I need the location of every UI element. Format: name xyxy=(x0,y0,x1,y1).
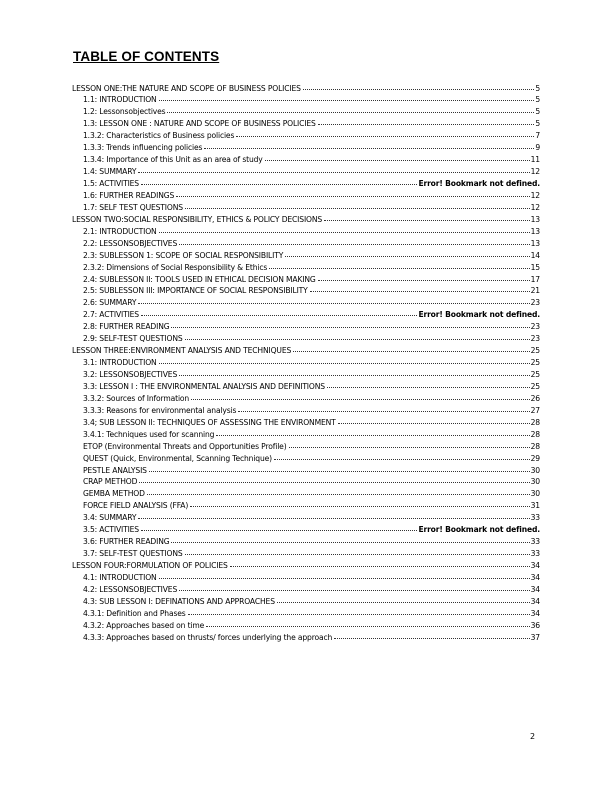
toc-entry-page: 34 xyxy=(530,584,540,594)
dot-leader xyxy=(204,142,534,150)
bookmark-error-text: Error! Bookmark not defined. xyxy=(418,179,540,188)
dot-leader xyxy=(318,118,535,126)
toc-entry-page: 15 xyxy=(530,262,540,272)
dot-leader xyxy=(176,190,529,198)
toc-entry[interactable] xyxy=(72,465,540,477)
dot-leader xyxy=(171,321,529,329)
toc-entry-label: 4.3.1: Definition and Phases xyxy=(83,608,186,618)
toc-entry-page: 37 xyxy=(530,632,540,642)
toc-entry-label: 3.3: LESSON I : THE ENVIRONMENTAL ANALYSIS AND DEFINITIONS xyxy=(83,381,325,391)
toc-entry[interactable] xyxy=(72,536,540,548)
toc-entry[interactable] xyxy=(72,393,540,405)
toc-entry[interactable] xyxy=(72,488,540,500)
toc-entry-page: 21 xyxy=(530,286,540,296)
toc-entry-label: 4.1: INTRODUCTION xyxy=(83,572,157,582)
toc-entry-page: 31 xyxy=(530,501,540,511)
dot-leader xyxy=(289,441,530,449)
dot-leader xyxy=(338,417,530,425)
dot-leader xyxy=(230,560,530,568)
toc-entry-label: 1.3.4: Importance of this Unit as an area of study xyxy=(83,155,263,165)
toc-entry-label: 1.2: Lessonsobjectives xyxy=(83,107,166,117)
dot-leader xyxy=(303,83,534,91)
page-number: 2 xyxy=(530,732,536,741)
toc-entry-page: 29 xyxy=(530,453,540,463)
dot-leader xyxy=(190,500,529,508)
toc-entry-page: 12 xyxy=(530,167,540,177)
toc-entry-page: 13 xyxy=(530,226,540,236)
toc-entry-page: 5 xyxy=(535,83,540,93)
toc-entry[interactable] xyxy=(72,142,540,154)
toc-entry-page: 13 xyxy=(530,238,540,248)
toc-entry-page: 30 xyxy=(530,477,540,487)
dot-leader xyxy=(141,524,417,532)
toc-entry-page: 23 xyxy=(530,322,540,332)
toc-entry-label: 2.8: FURTHER READING xyxy=(83,322,170,332)
dot-leader xyxy=(188,608,530,616)
toc-entry[interactable] xyxy=(72,369,540,381)
dot-leader xyxy=(159,226,530,234)
dot-leader xyxy=(318,274,530,282)
toc-entry-label: 3.2: LESSONSOBJECTIVES xyxy=(83,370,178,379)
toc-entry-page: 5 xyxy=(535,95,540,105)
toc-entry-page: 25 xyxy=(530,346,540,356)
bookmark-error-text: Error! Bookmark not defined. xyxy=(418,310,540,320)
toc-entry-label: 2.5: SUBLESSON III: IMPORTANCE OF SOCIAL RESPONSIBILITY xyxy=(83,286,308,296)
dot-leader xyxy=(138,512,529,520)
toc-entry-page: 25 xyxy=(530,358,540,368)
toc-entry-page: 34 xyxy=(530,608,540,618)
toc-entry-label: QUEST (Quick, Environmental, Scanning Technique) xyxy=(83,453,272,463)
toc-entry-label: 3.5: ACTIVITIES xyxy=(83,525,139,535)
toc-entry-page: 34 xyxy=(530,561,540,570)
dot-leader xyxy=(159,572,530,580)
toc-entry-label: 3.4; SUB LESSON II: TECHNIQUES OF ASSESSING THE ENVIRONMENT xyxy=(83,417,336,427)
bookmark-error-text: Error! Bookmark not defined. xyxy=(418,525,540,535)
toc-entry-page: 33 xyxy=(530,549,540,559)
toc-entry-page: 25 xyxy=(530,381,540,391)
toc-entry-label: LESSON TWO:SOCIAL RESPONSIBILITY, ETHICS & POLICY DECISIONS xyxy=(72,214,323,224)
dot-leader xyxy=(324,214,530,222)
toc-entry-page: 36 xyxy=(530,620,540,630)
toc-entry-page: 12 xyxy=(530,202,540,212)
toc-entry[interactable] xyxy=(72,596,540,608)
toc-entry-page: 23 xyxy=(530,334,540,344)
toc-entry-label: 3.4: SUMMARY xyxy=(83,513,137,523)
toc-entry[interactable] xyxy=(72,476,540,488)
toc-entry-page: 30 xyxy=(530,489,540,499)
toc-entry-page: 34 xyxy=(530,596,540,606)
toc-entry-label: 3.3.3: Reasons for environmental analysis xyxy=(83,405,237,415)
toc-entry-label: LESSON FOUR:FORMULATION OF POLICIES xyxy=(72,561,228,570)
dot-leader xyxy=(167,106,534,114)
toc-entry-label: ETOP (Environmental Threats and Opportunities Profile) xyxy=(83,441,287,451)
toc-entry-label: 2.3.2: Dimensions of Social Responsibility & Ethics xyxy=(83,262,268,272)
toc-entry-page: 28 xyxy=(530,417,540,427)
toc-entry[interactable] xyxy=(72,429,540,441)
toc-entry-page: 12 xyxy=(530,190,540,200)
toc-entry-label: 4.3: SUB LESSON I: DEFINATIONS AND APPROACHES xyxy=(83,596,275,606)
toc-entry-page: 9 xyxy=(535,143,540,153)
dot-leader xyxy=(159,357,530,365)
toc-entry-label: LESSON ONE:THE NATURE AND SCOPE OF BUSINESS POLICIES xyxy=(72,83,301,93)
toc-entry-label: PESTLE ANALYSIS xyxy=(83,465,147,475)
dot-leader xyxy=(149,465,530,473)
dot-leader xyxy=(159,94,535,102)
dot-leader xyxy=(179,584,530,592)
dot-leader xyxy=(285,250,529,258)
toc-entry[interactable] xyxy=(72,118,540,130)
toc-entry-label: 1.3.2: Characteristics of Business policies xyxy=(83,131,235,141)
dot-leader xyxy=(310,285,530,293)
toc-entry[interactable] xyxy=(72,584,540,596)
dot-leader xyxy=(274,453,530,461)
dot-leader xyxy=(185,333,530,341)
toc-entry[interactable] xyxy=(72,178,540,190)
dot-leader xyxy=(185,548,530,556)
toc-entry[interactable] xyxy=(72,548,540,560)
dot-leader xyxy=(141,178,417,186)
toc-entry-label: CRAP METHOD xyxy=(83,477,138,487)
toc-entry[interactable] xyxy=(72,309,540,321)
toc-entry-lesson[interactable] xyxy=(72,83,540,95)
toc-entry[interactable] xyxy=(72,285,540,297)
toc-entry[interactable] xyxy=(72,417,540,429)
toc-entry[interactable] xyxy=(72,238,540,250)
toc-entry-page: 25 xyxy=(530,370,540,379)
toc-entry[interactable] xyxy=(72,130,540,142)
dot-leader xyxy=(206,620,529,628)
dot-leader xyxy=(191,393,530,401)
dot-leader xyxy=(216,429,529,437)
toc-entry-label: 1.5: ACTIVITIES xyxy=(83,179,139,188)
toc-entry-label: 2.7: ACTIVITIES xyxy=(83,310,139,320)
toc-entry-label: 2.3: SUBLESSON 1: SCOPE OF SOCIAL RESPONSIBILITY xyxy=(83,250,284,260)
dot-leader xyxy=(171,536,529,544)
dot-leader xyxy=(138,166,529,174)
dot-leader xyxy=(141,309,417,317)
toc-entry-page: 5 xyxy=(535,107,540,117)
toc-entry[interactable] xyxy=(72,333,540,345)
toc-entry-label: 2.2: LESSONSOBJECTIVES xyxy=(83,238,178,248)
toc-entry-label: 1.3.3: Trends influencing policies xyxy=(83,143,203,153)
toc-entry[interactable] xyxy=(72,166,540,178)
toc-entry-page: 33 xyxy=(530,513,540,523)
toc-entry[interactable] xyxy=(72,274,540,286)
toc-entry[interactable] xyxy=(72,321,540,333)
toc-entry[interactable] xyxy=(72,632,540,644)
toc-entry-label: 3.6: FURTHER READING xyxy=(83,537,170,547)
dot-leader xyxy=(265,154,530,162)
toc-entry-label: 2.1: INTRODUCTION xyxy=(83,226,157,236)
toc-entry-label: LESSON THREE:ENVIRONMENT ANALYSIS AND TECHNIQUES xyxy=(72,346,292,356)
toc-entry-page: 13 xyxy=(530,214,540,224)
toc-entry-label: 1.7: SELF TEST QUESTIONS xyxy=(83,202,183,212)
dot-leader xyxy=(147,488,530,496)
toc-list xyxy=(72,83,540,644)
toc-entry-page: 17 xyxy=(530,274,540,284)
toc-entry[interactable] xyxy=(72,381,540,393)
toc-entry[interactable] xyxy=(72,608,540,620)
toc-entry-label: 2.6: SUMMARY xyxy=(83,298,137,308)
toc-entry[interactable] xyxy=(72,202,540,214)
toc-entry-page: 11 xyxy=(530,155,540,165)
toc-entry-label: FORCE FIELD ANALYSIS (FFA) xyxy=(83,501,189,511)
dot-leader xyxy=(277,596,530,604)
toc-entry-label: 3.4.1: Techniques used for scanning xyxy=(83,429,215,439)
toc-entry-page: 33 xyxy=(530,537,540,547)
toc-entry[interactable] xyxy=(72,262,540,274)
toc-entry-label: 4.3.2: Approaches based on time xyxy=(83,620,205,630)
toc-entry[interactable] xyxy=(72,524,540,536)
toc-entry[interactable] xyxy=(72,106,540,118)
dot-leader xyxy=(327,381,530,389)
dot-leader xyxy=(238,405,529,413)
dot-leader xyxy=(179,238,530,246)
toc-entry-label: 1.1: INTRODUCTION xyxy=(83,95,157,105)
dot-leader xyxy=(334,632,529,640)
toc-entry-page: 28 xyxy=(530,441,540,451)
toc-entry-label: 3.1: INTRODUCTION xyxy=(83,358,157,368)
toc-entry-label: 2.9: SELF-TEST QUESTIONS xyxy=(83,334,183,344)
toc-entry-label: 1.4: SUMMARY xyxy=(83,167,137,177)
dot-leader xyxy=(269,262,529,270)
toc-entry[interactable] xyxy=(72,620,540,632)
toc-entry[interactable] xyxy=(72,297,540,309)
toc-entry-page: 27 xyxy=(530,405,540,415)
toc-entry-label: 1.6: FURTHER READINGS xyxy=(83,190,175,200)
dot-leader xyxy=(139,476,529,484)
toc-entry-page: 30 xyxy=(530,465,540,475)
toc-entry[interactable] xyxy=(72,94,540,106)
toc-entry-lesson[interactable] xyxy=(72,345,540,357)
toc-entry-page: 23 xyxy=(530,298,540,308)
toc-entry-page: 26 xyxy=(530,393,540,403)
toc-entry-label: 4.3.3: Approaches based on thrusts/ forces underlying the approach xyxy=(83,632,333,642)
toc-entry[interactable] xyxy=(72,190,540,202)
toc-entry-lesson[interactable] xyxy=(72,560,540,572)
toc-entry-label: GEMBA METHOD xyxy=(83,489,145,499)
toc-entry-page: 7 xyxy=(535,131,540,141)
toc-entry-page: 34 xyxy=(530,572,540,582)
toc-entry-label: 2.4: SUBLESSON II: TOOLS USED IN ETHICAL DECISION MAKING xyxy=(83,274,316,284)
toc-entry-label: 4.2: LESSONSOBJECTIVES xyxy=(83,584,178,594)
toc-entry[interactable] xyxy=(72,572,540,584)
toc-entry[interactable] xyxy=(72,441,540,453)
toc-entry[interactable] xyxy=(72,154,540,166)
dot-leader xyxy=(179,369,530,377)
toc-entry-page: 14 xyxy=(530,250,540,260)
toc-entry-label: 3.3.2: Sources of Information xyxy=(83,393,190,403)
toc-entry[interactable] xyxy=(72,500,540,512)
toc-entry[interactable] xyxy=(72,250,540,262)
toc-entry[interactable] xyxy=(72,453,540,465)
toc-entry-lesson[interactable] xyxy=(72,214,540,226)
toc-entry-page: 5 xyxy=(535,119,540,129)
toc-entry[interactable] xyxy=(72,512,540,524)
toc-title: TABLE OF CONTENTS xyxy=(73,49,220,64)
toc-entry-label: 3.7: SELF-TEST QUESTIONS xyxy=(83,549,183,559)
dot-leader xyxy=(236,130,534,138)
dot-leader xyxy=(138,297,529,305)
toc-entry-label: 1.3: LESSON ONE : NATURE AND SCOPE OF BUSINESS POLICIES xyxy=(83,119,316,129)
dot-leader xyxy=(293,345,529,353)
dot-leader xyxy=(185,202,530,210)
toc-entry-page: 28 xyxy=(530,429,540,439)
toc-entry[interactable] xyxy=(72,405,540,417)
toc-entry[interactable] xyxy=(72,226,540,238)
toc-entry[interactable] xyxy=(72,357,540,369)
